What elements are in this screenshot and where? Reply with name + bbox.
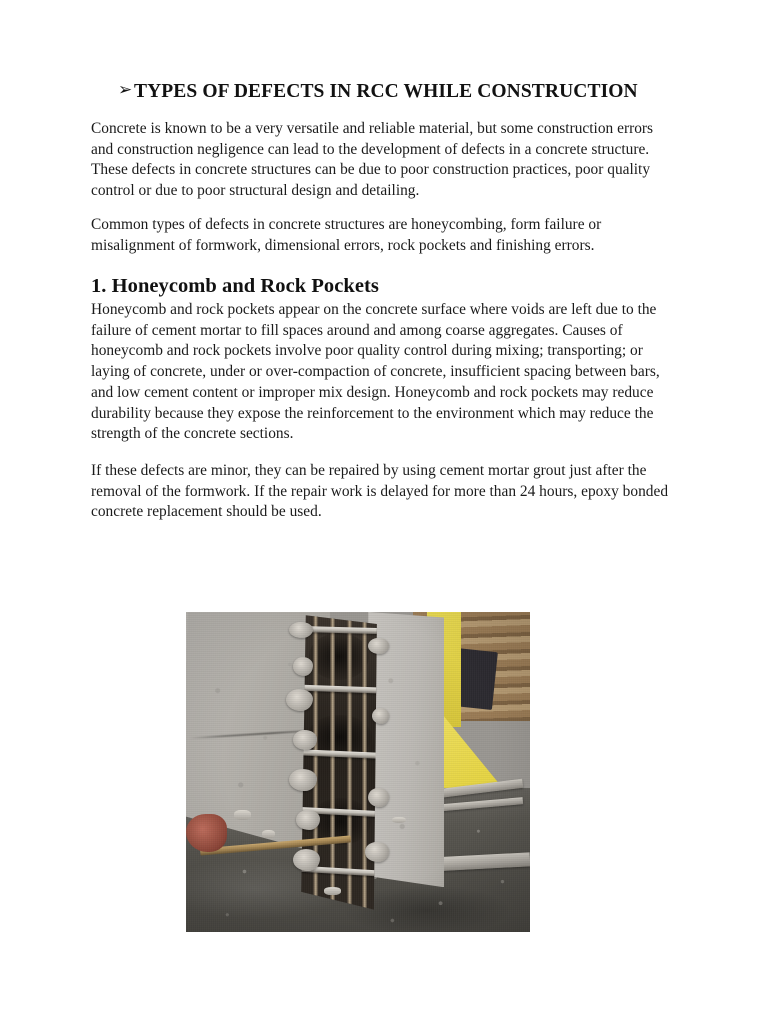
spalled-concrete-lump	[365, 842, 389, 861]
spalled-concrete-lump	[296, 810, 320, 829]
section-heading-honeycomb: 1. Honeycomb and Rock Pockets	[91, 275, 379, 298]
debris-fragment	[324, 887, 341, 895]
page-title	[91, 80, 673, 103]
vertical-rebar	[362, 615, 367, 909]
spalled-concrete-lump	[368, 788, 389, 807]
document-content	[91, 80, 673, 536]
intro-paragraph: Concrete is known to be a very versatile and reliable material, but some construction errors and construction negligence can lead to the development of defects in a concrete structure. These defects in concrete structures can be due to poor construction practices, poor quality control or due to poor structural design and detailing.	[91, 120, 654, 200]
vertical-rebar	[330, 615, 335, 909]
debris-fragment	[234, 810, 251, 820]
debris-fragment	[262, 830, 276, 838]
spalled-concrete-lump	[289, 769, 317, 791]
figure-honeycomb-photo	[186, 612, 530, 932]
spalled-concrete-lump	[289, 622, 313, 638]
spalled-concrete-lump	[293, 849, 321, 871]
spalled-concrete-lump	[293, 657, 314, 676]
spalled-concrete-lump	[368, 638, 389, 654]
vertical-rebar	[347, 615, 352, 909]
repair-note-paragraph: If these defects are minor, they can be repaired by using cement mortar grout just after the removal of the formwork. If the repair work is delayed for more than 24 hours, epoxy bonded concrete replacement should be used.	[91, 461, 669, 521]
arrow-bullet-icon: ➢	[118, 80, 133, 100]
honeycomb-body-paragraph: Honeycomb and rock pockets appear on the concrete surface where voids are left due to the failure of cement mortar to fill spaces around and among coarse aggregates. Causes of honeycomb and rock pockets involve poor quality control during mixing; transporting; or laying of concrete, under or over-compaction of concrete, insufficient spacing between bars, and low cement content or improper mix design. Honeycomb and rock pockets may reduce durability because they expose the reinforcement to the environment which may reduce the strength of the concrete sections.	[91, 300, 660, 443]
debris-fragment	[392, 817, 406, 823]
common-types-paragraph: Common types of defects in concrete structures are honeycombing, form failure or misalignment of formwork, dimensional errors, rock pockets and finishing errors.	[91, 215, 602, 254]
spalled-concrete-lump	[293, 730, 317, 749]
paragraph-spacer	[91, 445, 673, 461]
photo-canvas	[186, 612, 530, 932]
red-debris-object	[186, 814, 227, 852]
spalled-concrete-lump	[372, 708, 389, 724]
page-title-text: TYPES OF DEFECTS IN RCC WHILE CONSTRUCTION	[134, 81, 638, 102]
